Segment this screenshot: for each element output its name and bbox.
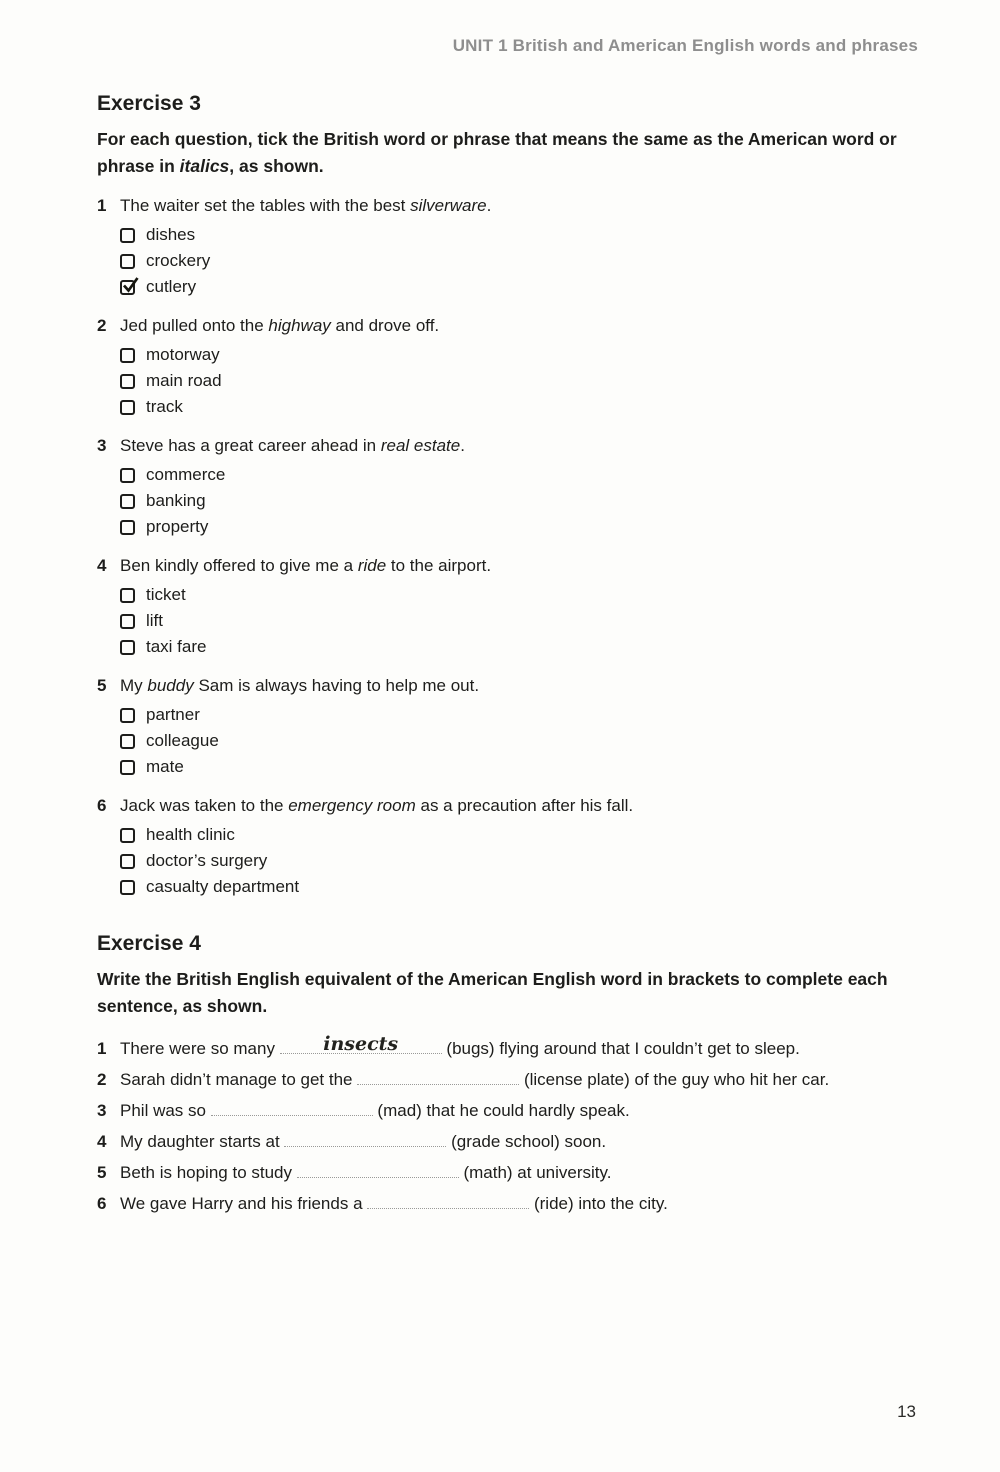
- exercise3-section: [97, 92, 925, 900]
- item-number: 1: [97, 1039, 107, 1058]
- option-row[interactable]: [120, 608, 925, 634]
- exercise4-section: [97, 932, 925, 1219]
- item-number: 6: [97, 1194, 107, 1213]
- checkbox-icon[interactable]: [120, 854, 135, 869]
- fill-in-item: [97, 1157, 925, 1188]
- item-text: [120, 1064, 925, 1095]
- question: [97, 553, 925, 660]
- option-row[interactable]: [120, 822, 925, 848]
- question-text: [120, 793, 925, 819]
- item-number: 5: [97, 1163, 107, 1182]
- checkbox-icon[interactable]: [120, 640, 135, 655]
- option-label: lift: [146, 611, 163, 630]
- option-label: mate: [146, 757, 184, 776]
- text-span: My daughter starts at: [120, 1132, 285, 1151]
- checkbox-icon[interactable]: [120, 734, 135, 749]
- option-row[interactable]: [120, 634, 925, 660]
- question-number: 4: [97, 556, 107, 575]
- option-label: motorway: [146, 345, 220, 364]
- option-row[interactable]: [120, 248, 925, 274]
- text-span: (mad) that he could hardly speak.: [372, 1101, 630, 1120]
- exercise4-title: Exercise 4: [97, 932, 201, 955]
- text-span: buddy: [147, 676, 194, 695]
- checkbox-icon[interactable]: [120, 374, 135, 389]
- question: [97, 193, 925, 300]
- text-span: Beth is hoping to study: [120, 1163, 297, 1182]
- text-span: Jed pulled onto the: [120, 316, 269, 335]
- answer-blank[interactable]: [211, 1101, 373, 1116]
- text-span: , as shown.: [229, 156, 324, 176]
- question-number: 6: [97, 796, 107, 815]
- checkbox-icon[interactable]: [120, 828, 135, 843]
- option-row[interactable]: [120, 274, 925, 300]
- option-label: partner: [146, 705, 200, 724]
- question-number: 3: [97, 436, 107, 455]
- option-row[interactable]: [120, 754, 925, 780]
- item-number: 2: [97, 1070, 107, 1089]
- checkbox-icon[interactable]: [120, 708, 135, 723]
- checkbox-icon[interactable]: [120, 400, 135, 415]
- question-text: [120, 673, 925, 699]
- page-number: 13: [897, 1402, 916, 1421]
- options-list: [120, 582, 925, 660]
- option-label: doctor’s surgery: [146, 851, 268, 870]
- text-span: Sam is always having to help me out.: [193, 676, 480, 695]
- item-number: 4: [97, 1132, 107, 1151]
- text-span: emergency room: [288, 796, 416, 815]
- text-span: highway: [268, 316, 331, 335]
- question: [97, 433, 925, 540]
- option-label: property: [146, 517, 209, 536]
- text-span: real estate: [380, 436, 461, 455]
- text-span: For each question, tick the British word or phrase that means the same as the American word or phrase in: [97, 129, 897, 176]
- fill-in-item: [97, 1095, 925, 1126]
- text-span: and drove off.: [330, 316, 440, 335]
- exercise3-questions: [97, 193, 925, 900]
- text-span: My: [120, 676, 148, 695]
- text-span: (grade school) soon.: [446, 1132, 607, 1151]
- answer-blank[interactable]: [284, 1132, 446, 1147]
- checkbox-icon[interactable]: [120, 254, 135, 269]
- answer-blank[interactable]: [280, 1033, 442, 1055]
- text-span: There were so many: [120, 1039, 280, 1058]
- item-number: 3: [97, 1101, 107, 1120]
- question-text: [120, 433, 925, 459]
- text-span: Steve has a great career ahead in: [120, 436, 381, 455]
- option-row[interactable]: [120, 222, 925, 248]
- option-label: colleague: [146, 731, 219, 750]
- option-row[interactable]: [120, 702, 925, 728]
- option-row[interactable]: [120, 488, 925, 514]
- item-text: [120, 1188, 925, 1219]
- question-number: 2: [97, 316, 107, 335]
- tick-mark-icon: [121, 276, 139, 295]
- option-label: banking: [146, 491, 206, 510]
- item-text: [120, 1126, 925, 1157]
- item-text: [120, 1095, 925, 1126]
- options-list: [120, 222, 925, 300]
- text-span: (math) at university.: [458, 1163, 612, 1182]
- option-label: track: [146, 397, 183, 416]
- item-text: [120, 1033, 925, 1064]
- question-sentence: [97, 673, 925, 699]
- option-row[interactable]: [120, 394, 925, 420]
- text-span: (bugs) flying around that I couldn’t get to sleep.: [441, 1039, 800, 1058]
- exercise3-instructions: [97, 126, 925, 180]
- question-number: 1: [97, 196, 107, 215]
- option-label: main road: [146, 371, 222, 390]
- checkbox-icon[interactable]: [120, 468, 135, 483]
- text-span: The waiter set the tables with the best: [120, 196, 411, 215]
- option-row[interactable]: [120, 582, 925, 608]
- checkbox-icon[interactable]: [120, 228, 135, 243]
- question-sentence: [97, 433, 925, 459]
- exercise3-title: Exercise 3: [97, 92, 201, 115]
- fill-in-item: [97, 1126, 925, 1157]
- option-row[interactable]: [120, 848, 925, 874]
- option-label: health clinic: [146, 825, 235, 844]
- option-label: ticket: [146, 585, 186, 604]
- answer-blank[interactable]: [297, 1163, 459, 1178]
- answer-blank[interactable]: [357, 1070, 519, 1085]
- checkbox-icon[interactable]: [120, 760, 135, 775]
- option-row[interactable]: [120, 514, 925, 540]
- option-row[interactable]: [120, 368, 925, 394]
- option-label: taxi fare: [146, 637, 207, 656]
- checkbox-icon[interactable]: [120, 588, 135, 603]
- text-span: italics: [179, 156, 230, 176]
- question-text: [120, 193, 925, 219]
- fill-in-item: [97, 1064, 925, 1095]
- option-row[interactable]: [120, 342, 925, 368]
- text-span: Write the British English equivalent of the American English word in brackets to complete each sentence, as shown.: [97, 969, 888, 1016]
- text-span: Ben kindly offered to give me a: [120, 556, 358, 575]
- option-label: commerce: [146, 465, 226, 484]
- option-label: cutlery: [146, 277, 197, 296]
- text-span: to the airport.: [386, 556, 492, 575]
- question: [97, 673, 925, 780]
- question: [97, 793, 925, 900]
- checkbox-ticked-icon[interactable]: [120, 280, 135, 295]
- checkbox-icon[interactable]: [120, 348, 135, 363]
- question-sentence: [97, 193, 925, 219]
- option-label: crockery: [146, 251, 211, 270]
- option-label: casualty department: [146, 877, 300, 896]
- options-list: [120, 342, 925, 420]
- question-text: [120, 313, 925, 339]
- checkbox-icon[interactable]: [120, 520, 135, 535]
- text-span: Phil was so: [120, 1101, 211, 1120]
- option-label: dishes: [146, 225, 196, 244]
- exercise4-instructions: [97, 966, 925, 1020]
- fill-in-item: [97, 1033, 925, 1064]
- options-list: [120, 702, 925, 780]
- item-text: [120, 1157, 925, 1188]
- fill-in-item: [97, 1188, 925, 1219]
- text-span: (ride) into the city.: [529, 1194, 668, 1213]
- question-number: 5: [97, 676, 107, 695]
- question-text: [120, 553, 925, 579]
- handwritten-answer: insects: [323, 1033, 399, 1055]
- running-header: UNIT 1 British and American English words and phrases: [452, 36, 918, 55]
- options-list: [120, 462, 925, 540]
- text-span: Jack was taken to the: [120, 796, 289, 815]
- checkbox-icon[interactable]: [120, 614, 135, 629]
- answer-blank[interactable]: [367, 1194, 529, 1209]
- text-span: (license plate) of the guy who hit her car.: [519, 1070, 830, 1089]
- question-sentence: [97, 313, 925, 339]
- text-span: Sarah didn’t manage to get the: [120, 1070, 358, 1089]
- text-span: silverware: [410, 196, 487, 215]
- options-list: [120, 822, 925, 900]
- question-sentence: [97, 793, 925, 819]
- checkbox-icon[interactable]: [120, 494, 135, 509]
- option-row[interactable]: [120, 462, 925, 488]
- text-span: .: [486, 196, 492, 215]
- question-sentence: [97, 553, 925, 579]
- exercise4-items: [97, 1033, 925, 1219]
- page-content: [97, 92, 925, 1219]
- text-span: .: [460, 436, 465, 455]
- option-row[interactable]: [120, 728, 925, 754]
- option-row[interactable]: [120, 874, 925, 900]
- text-span: ride: [357, 556, 387, 575]
- question: [97, 313, 925, 420]
- text-span: as a precaution after his fall.: [415, 796, 634, 815]
- checkbox-icon[interactable]: [120, 880, 135, 895]
- text-span: We gave Harry and his friends a: [120, 1194, 368, 1213]
